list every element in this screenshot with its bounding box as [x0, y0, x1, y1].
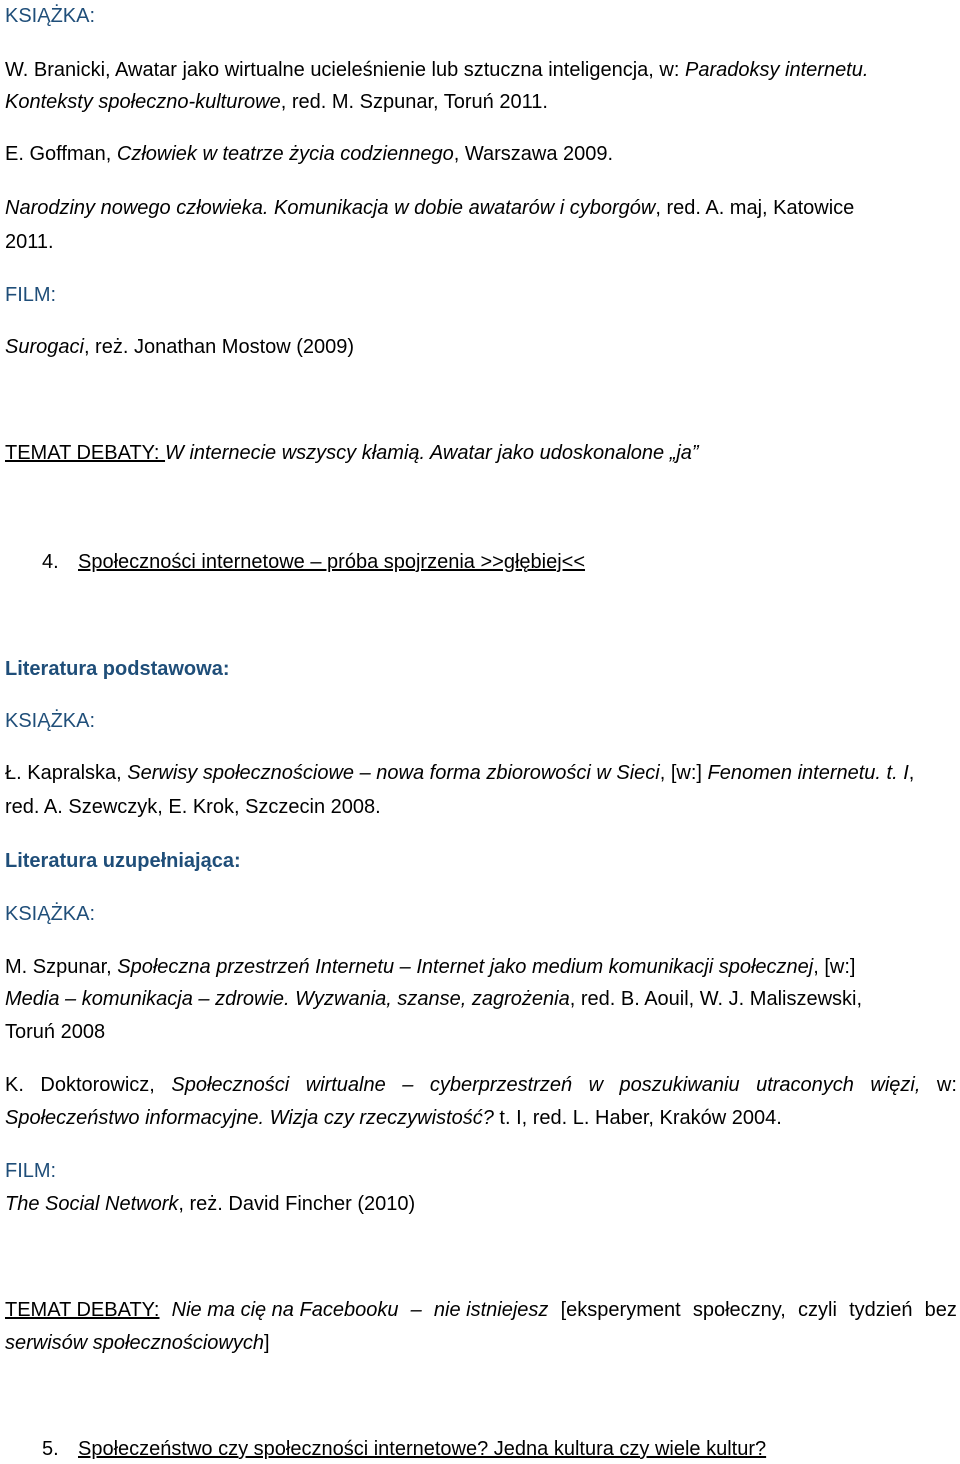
debate-word: nie istniejesz — [433, 1299, 549, 1321]
book-label: KSIĄŻKA: — [5, 903, 96, 925]
reference-szpunar-line2 — [5, 987, 862, 1011]
debate-text: serwisów społecznościowych — [5, 1332, 264, 1354]
debate-word: Nie ma cię na Facebooku — [171, 1299, 399, 1321]
ref-word: poszukiwaniu — [619, 1074, 740, 1096]
ref-word: w — [588, 1074, 604, 1096]
reference-branicki-line1 — [5, 58, 868, 82]
debate-topic-line2 — [5, 1331, 270, 1355]
reference-doktorowicz-line2 — [5, 1106, 782, 1130]
ref-word: K. — [5, 1074, 24, 1096]
ref-text: E. Goffman, — [5, 143, 117, 165]
film-details: , reż. David Fincher (2010) — [178, 1193, 416, 1215]
ref-text: , — [908, 762, 915, 784]
ref-text: Ł. Kapralska, — [5, 762, 128, 784]
section-title: Społeczeństwo czy społeczności internetowe? Jedna kultura czy wiele kultur? — [78, 1438, 767, 1460]
ref-text: M. Szpunar, — [5, 956, 118, 978]
book-label: KSIĄŻKA: — [5, 5, 96, 27]
debate-word: [eksperyment — [560, 1299, 681, 1321]
ref-text: , red. M. Szpunar, Toruń 2011. — [280, 91, 548, 113]
reference-branicki-line2 — [5, 90, 548, 114]
ref-text: , [w:] — [659, 762, 708, 784]
ref-text: t. I, red. L. Haber, Kraków 2004. — [493, 1107, 782, 1129]
debate-topic — [5, 441, 699, 465]
reference-szpunar-line3: Toruń 2008 — [5, 1021, 106, 1043]
film-details: , reż. Jonathan Mostow (2009) — [83, 336, 355, 358]
supplementary-literature-heading: Literatura uzupełniająca: — [5, 850, 241, 872]
ref-word: utraconych — [756, 1074, 854, 1096]
ref-title: Paradoksy internetu. — [684, 59, 869, 81]
film-label: FILM: — [5, 1160, 57, 1182]
section-5-heading — [42, 1437, 766, 1461]
reference-narodziny-line1 — [5, 196, 854, 220]
ref-text: , Warszawa 2009. — [453, 143, 614, 165]
ref-word: – — [402, 1074, 414, 1096]
ref-title: Człowiek w teatrze życia codziennego — [116, 143, 454, 165]
ref-word: wirtualne — [305, 1074, 386, 1096]
ref-word: Doktorowicz, — [40, 1074, 155, 1096]
film-title: Surogaci — [5, 336, 84, 358]
film-title: The Social Network — [5, 1193, 179, 1215]
reference-narodziny-line2: 2011. — [5, 231, 54, 253]
reference-goffman — [5, 142, 613, 166]
ref-title: Media – komunikacja – zdrowie. Wyzwania, szanse, zagrożenia — [5, 988, 570, 1010]
film-social-network — [5, 1192, 415, 1216]
ref-text: , red. A. maj, Katowice — [655, 197, 855, 219]
ref-title: Konteksty społeczno-kulturowe — [5, 91, 281, 113]
book-label: KSIĄŻKA: — [5, 710, 96, 732]
reference-doktorowicz-line1 — [5, 1073, 957, 1097]
reference-szpunar-line1 — [5, 955, 855, 979]
debate-text: W internecie wszyscy kłamią. Awatar jako udoskonalone „ja” — [165, 442, 699, 464]
debate-word: społeczny, — [692, 1299, 786, 1321]
debate-text: ] — [263, 1332, 270, 1354]
basic-literature-heading: Literatura podstawowa: — [5, 658, 230, 680]
film-label: FILM: — [5, 284, 57, 306]
section-number: 5. — [42, 1438, 59, 1460]
debate-label: TEMAT DEBATY: — [5, 1299, 160, 1321]
ref-title: Społeczna przestrzeń Internetu – Internet jako medium komunikacji społecznej — [117, 956, 814, 978]
section-title: Społeczności internetowe – próba spojrzenia >>głębiej<< — [78, 551, 586, 573]
section-number: 4. — [42, 551, 59, 573]
section-4-heading — [42, 550, 585, 574]
reference-kapralska-line2: red. A. Szewczyk, E. Krok, Szczecin 2008. — [5, 796, 381, 818]
debate-label: TEMAT DEBATY: — [5, 442, 166, 464]
film-surogaci — [5, 335, 354, 359]
ref-text: , red. B. Aouil, W. J. Maliszewski, — [569, 988, 863, 1010]
debate-word: czyli — [798, 1299, 837, 1321]
ref-title: Społeczeństwo informacyjne. Wizja czy rzeczywistość? — [5, 1107, 494, 1129]
debate-word: – — [410, 1299, 422, 1321]
ref-text: W. Branicki, Awatar jako wirtualne ucieleśnienie lub sztuczna inteligencja, w: — [5, 59, 685, 81]
ref-word: w: — [936, 1074, 957, 1096]
ref-word: więzi, — [870, 1074, 921, 1096]
ref-text: , [w:] — [813, 956, 856, 978]
ref-title: Serwisy społecznościowe – nowa forma zbiorowości w Sieci — [127, 762, 660, 784]
ref-word: cyberprzestrzeń — [429, 1074, 573, 1096]
ref-word: Społeczności — [171, 1074, 290, 1096]
debate-word: tydzień — [849, 1299, 913, 1321]
reference-kapralska-line1 — [5, 761, 914, 785]
ref-title: Narodziny nowego człowieka. Komunikacja w dobie awatarów i cyborgów — [5, 197, 656, 219]
debate-word: bez — [924, 1299, 957, 1321]
debate-topic-line1 — [5, 1298, 957, 1322]
ref-title: Fenomen internetu. t. I — [707, 762, 909, 784]
